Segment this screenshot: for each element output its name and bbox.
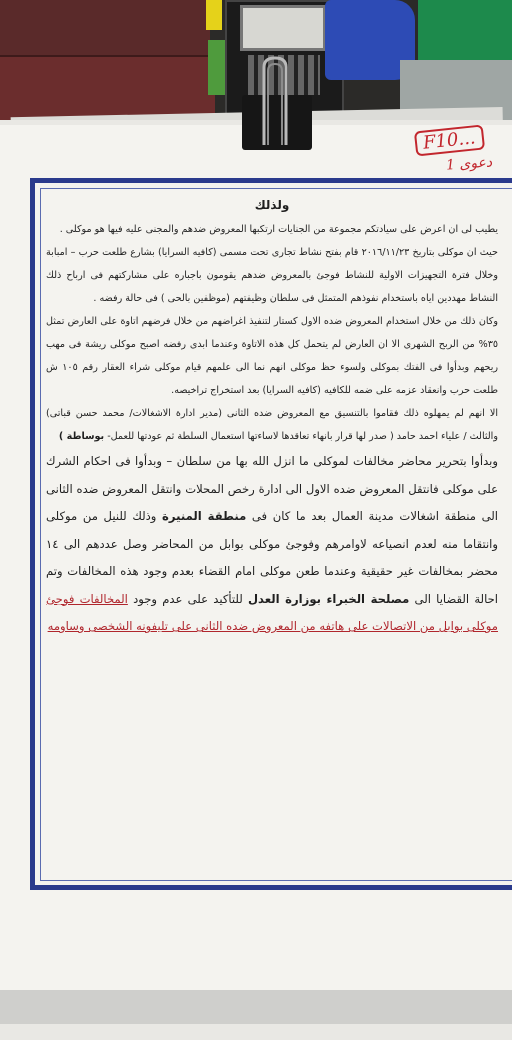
document-title: ولذلك: [254, 198, 290, 212]
handwritten-note-secondary: 1 دعوى: [445, 154, 493, 174]
violations-red-underlined: المخالفات فوجئ موكلى بوابل من الاتصالات على هاتفه من المعروض ضده الثانى على تليفونه الشخصى وساومه: [46, 591, 498, 633]
violations-text-3: للتأكيد على عدم وجود: [127, 591, 248, 606]
coordination-text: الا انهم لم يمهلوه ذلك فقاموا بالتنسيق مع المعروض ضده الثانى (مدير ادارة الاشغالات/ محمد حسن قباتى) والثالث / علياء احمد حامد ( صدر لها قرار بانهاء تعاقدها لاساءتها استعمال السلطة ثم عودتها للعمل-: [46, 408, 498, 442]
paragraph-intro: يطيب لى ان اعرض على سيادتكم مجموعة من الجنايات ارتكبها المعروض ضدهم والمجنى عليه فيها هو موكلى .: [59, 224, 498, 235]
violations-text-2: وذلك للنيل من موكلى وانتقاما منه لعدم انصياعه لاوامرهم وفوجئ موكلى بوابل من المحاضر وصل عددهم الى ١٤ محضر بمخالفات غير حقيقية وعندما طعن موكلى امام القضاء بعدم وجود هذه المخالفات وتم احالة القضايا الى: [46, 509, 499, 606]
handwritten-note: F10...: [414, 124, 485, 156]
paragraph-coordination: [46, 402, 498, 448]
violations-bold-1: منطقة المنيرة: [162, 509, 247, 523]
green-tab: [208, 40, 226, 95]
paragraph-facts: حيث ان موكلى بتاريخ ٢٠١٦/١١/٢٣ قام بفتح نشاط تجارى تحت مسمى (كافيه السرايا) بشارع طلعت حرب – امبابة وخلال فترة التجهيزات الاولية للنشاط فوجئ بالمعروض ضدهم يقومون باجباره على مشاركتهم فى ارباح ذلك النشاط مهددين اياه باستخدام نفوذهم المتمثل فى سلطان وظيفتهم (موظفين بالحى ) فى حالة رفضه .: [46, 247, 498, 304]
document-body: [46, 198, 498, 878]
device-screen: [240, 5, 326, 51]
green-box: [418, 0, 512, 60]
paragraph-extortion: وكان ذلك من خلال استخدام المعروض ضده الاول كستار لتنفيذ اغراضهم من خلال فرضهم اتاوة على العارض تمثل ٣٥% من الربح الشهرى الا ان العارض لم يتحمل كل هذه الاتاوة وعندما ابدى رفضه اصبح موكلى ريشة فى مهب ريحهم وبدأوا فى الفتك بموكلى ولسوء حظ موكلى انهم نما الى علمهم قيام موكلى شراء العقار رقم ١٠٥ ش طلعت حرب وانعقاد عزمه على ضمه للكافيه (كافيه السرايا) بعد استخراج تراخيصه.: [46, 316, 499, 396]
coordination-tail: بوساطة ): [58, 431, 105, 442]
yellow-tab: [206, 0, 222, 30]
violations-bold-2: مصلحة الخبراء بوزارة العدل: [247, 591, 410, 606]
violations-text-1: وبدأوا بتحرير محاضر مخالفات لموكلى ما انزل الله بها من سلطان – وبدأوا فى احكام الشرك على موكلى فانتقل المعروض ضده الاول الى ادارة رخص المحلات وانتقل المعروض ضده الثانى الى منطقة اشغالات مدينة العمال بعد ما كان فى: [46, 454, 498, 523]
binder-clip-icon: [258, 55, 292, 150]
paper-bottom-edge: [0, 990, 512, 1024]
paragraph-violations: [46, 448, 498, 641]
